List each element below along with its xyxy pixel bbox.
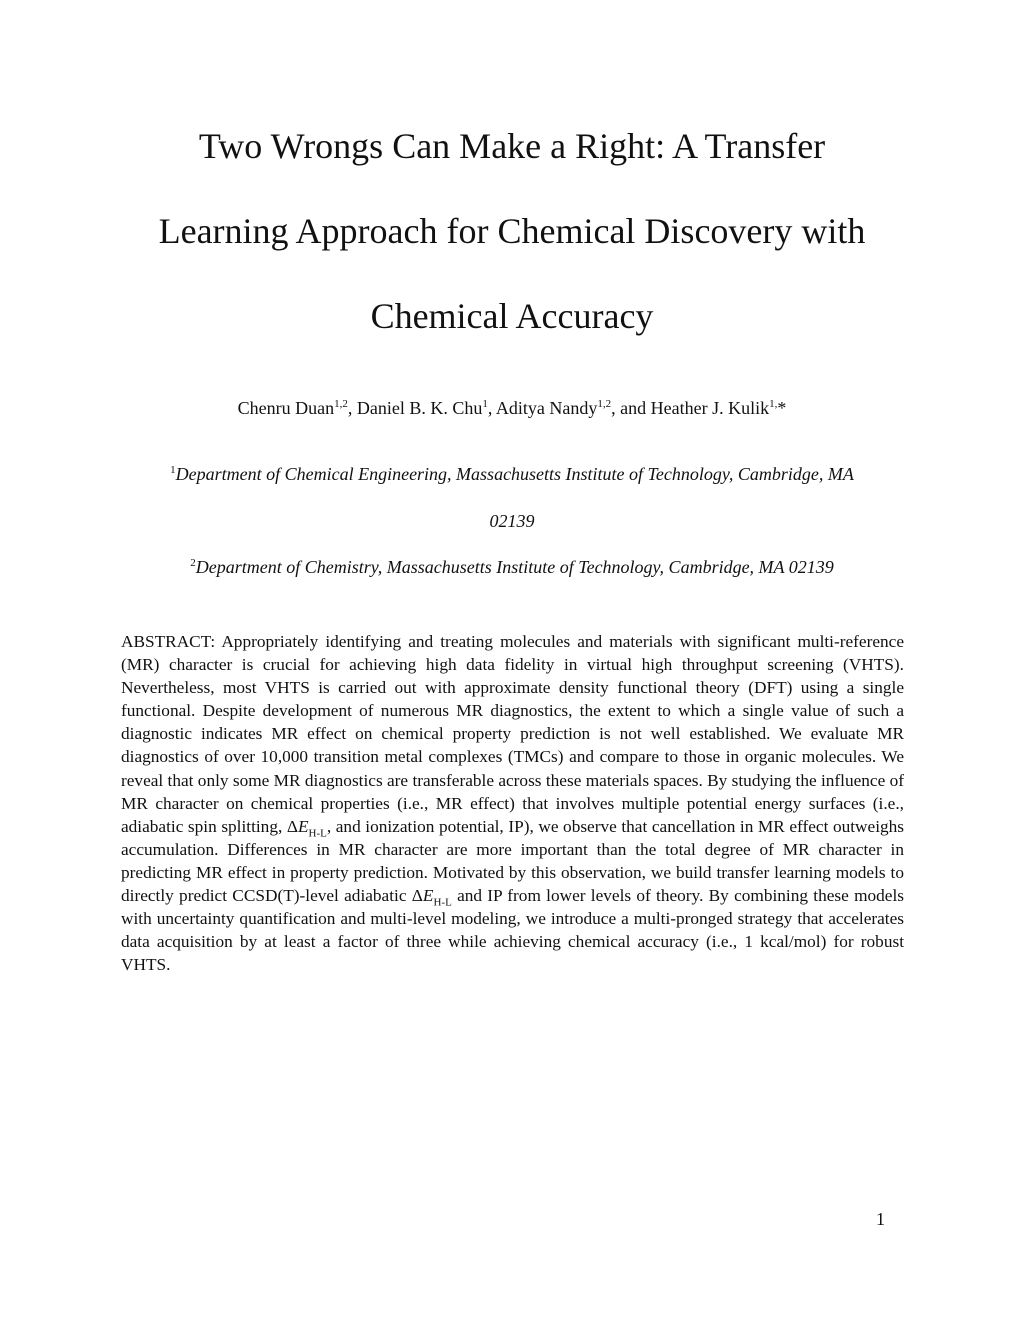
author-name: Aditya Nandy xyxy=(495,398,598,418)
energy-variable: E xyxy=(297,816,309,836)
author-name: Chenru Duan xyxy=(237,398,335,418)
title-line-1: Two Wrongs Can Make a Right: A Transfer xyxy=(198,126,826,166)
author-name: Daniel B. K. Chu xyxy=(356,398,483,418)
abstract-text: ABSTRACT: Appropriately identifying and treating molecules and materials with significant multi-reference (MR) character is crucial for achieving high data fidelity in virtual high throughput screening (VHTS). Nevertheless, most VHTS is carried out with approximate density functional theory (DFT) using a single functional. Despite development of numerous MR diagnostics, the extent to which a single value of such a diagnostic indicates MR effect on chemical property prediction is not well established. We evaluate MR diagnostics of over 10,000 transition metal complexes (TMCs) and compare to those in organic molecules. We reveal that only some MR diagnostics are transferable across these materials spaces. By studying the influence of MR character on chemical properties (i.e., MR effect) that involves multiple potential energy surfaces (i.e., adiabatic spin splitting, xyxy=(121,632,904,836)
author-affiliation-marker: 1,2 xyxy=(597,398,612,410)
affiliation-2 xyxy=(100,555,924,579)
author-separator: , xyxy=(487,398,496,418)
energy-variable: E xyxy=(422,886,434,906)
affiliation-text: Department of Chemical Engineering, Massachusetts Institute of Technology, Cambridge, MA xyxy=(175,464,854,484)
abstract-text: , and ionization potential, IP), we observe that cancellation in MR effect outweighs accumulation. Differences in MR character are more important than the total degree of MR character in predicting MR effect in property prediction. Motivated by this observation, we build transfer learning models to directly predict CCSD(T)-level adiabatic xyxy=(121,816,904,906)
affiliation-number: 2 xyxy=(190,557,196,569)
energy-subscript: H-L xyxy=(308,827,327,840)
affiliation-text: Department of Chemistry, Massachusetts Institute of Technology, Cambridge, MA 02139 xyxy=(195,557,834,577)
delta-symbol: Δ xyxy=(411,886,423,906)
affiliation-number: 1 xyxy=(170,464,176,476)
title-line-3: Chemical Accuracy xyxy=(370,296,654,336)
author-affiliation-marker: 1, xyxy=(769,398,778,410)
abstract xyxy=(121,630,904,976)
author-affiliation-marker: 1,2 xyxy=(334,398,348,410)
author-list xyxy=(100,396,924,420)
author-separator: , xyxy=(347,398,357,418)
delta-symbol: Δ xyxy=(286,816,298,836)
author-affiliation-marker: 1 xyxy=(482,398,488,410)
author-name: Heather J. Kulik xyxy=(650,398,770,418)
abstract-text: and IP from lower levels of theory. By combining these models with uncertainty quantification and multi-level modeling, we introduce a multi-pronged strategy that accelerates data acquisition by at least a factor of three while achieving chemical accuracy (i.e., 1 kcal/mol) for robust VHTS. xyxy=(121,886,904,975)
title-line-2: Learning Approach for Chemical Discovery with xyxy=(158,211,866,251)
author-separator: , and xyxy=(611,398,651,418)
affiliation-1 xyxy=(100,462,924,486)
energy-subscript: H-L xyxy=(433,896,452,909)
page-number: 1 xyxy=(876,1209,885,1229)
affiliation-1-continued: 02139 xyxy=(489,511,535,531)
corresponding-author-mark: * xyxy=(777,398,787,418)
